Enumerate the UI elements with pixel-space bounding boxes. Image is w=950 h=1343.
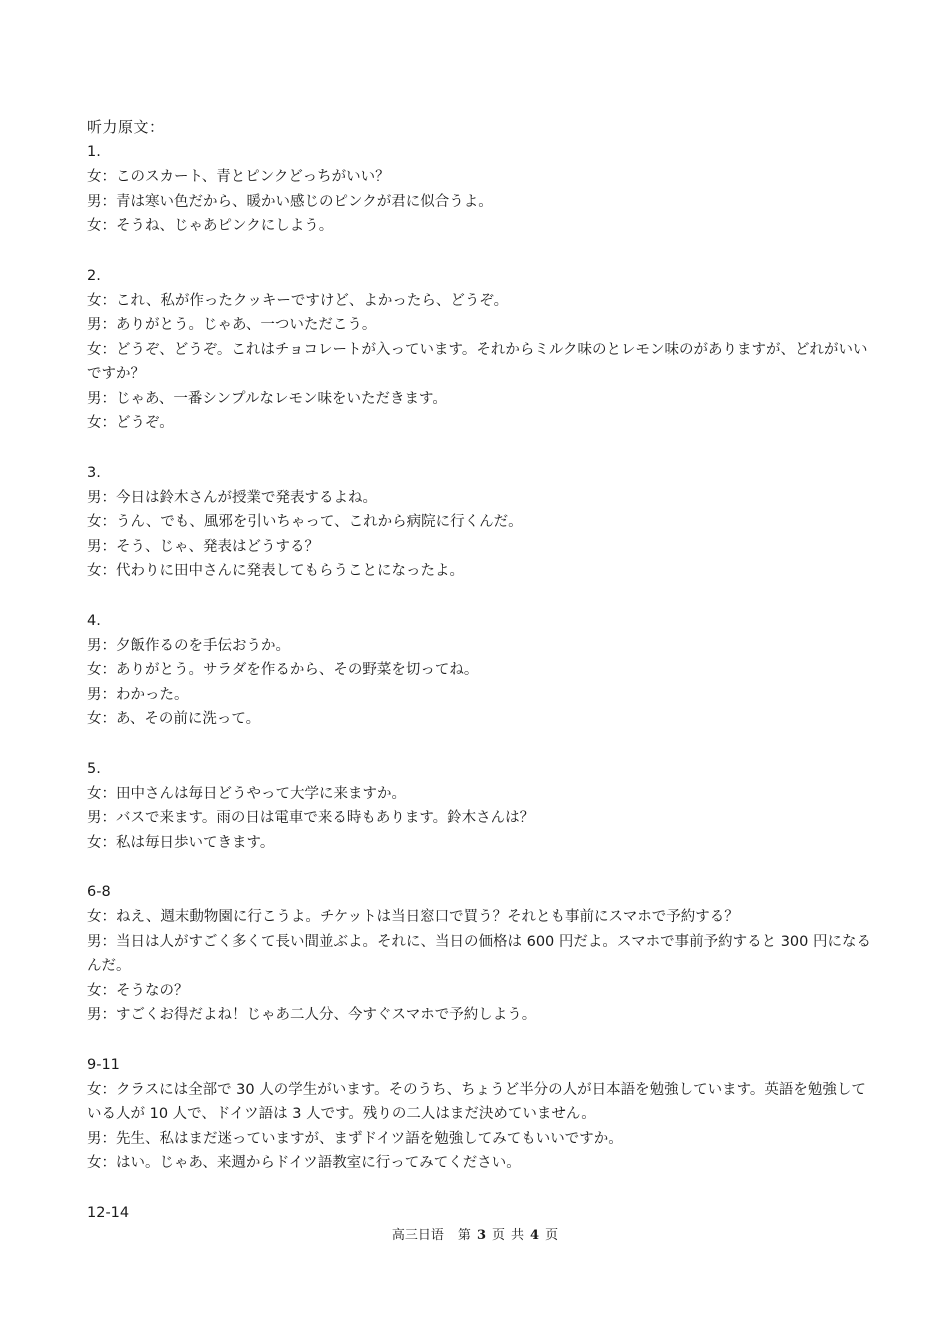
speaker-label: 女 (87, 1081, 102, 1098)
speaker-label: 女 (87, 563, 102, 579)
speaker-separator: ： (101, 686, 116, 703)
dialogue-text: はい。じゃあ、来週からドイツ語教室に行ってみてください。 (116, 1155, 521, 1171)
speaker-label: 女 (87, 982, 102, 999)
footer-total-pages: 4 (530, 1228, 540, 1243)
dialogue-text: 当日は人がすごく多くて長い間並ぶよ。それに、当日の価格は 600 円だよ。スマホで事前予約すると 300 円になるんだ。 (87, 933, 871, 974)
speaker-separator: ： (101, 563, 116, 579)
speaker-label: 男 (87, 933, 102, 950)
section-number: 4. (87, 612, 101, 629)
speaker-label: 男 (87, 1130, 102, 1147)
dialogue-text: ありがとう。サラダを作るから、その野菜を切ってね。 (116, 662, 479, 678)
speaker-label: 男 (87, 637, 102, 654)
section-number: 6-8 (87, 884, 111, 900)
section-number: 5. (87, 760, 101, 777)
dialogue-text: あ、その前に洗って。 (116, 711, 261, 727)
dialogue-text: 先生、私はまだ迷っていますが、まずドイツ語を勉強してみてもいいですか。 (116, 1130, 623, 1147)
dialogue-line (87, 313, 877, 338)
dialogue-line (87, 289, 877, 314)
speaker-separator: ： (101, 390, 116, 407)
dialogue-line (87, 165, 877, 190)
speaker-separator: ： (101, 1007, 116, 1023)
speaker-label: 女 (87, 834, 102, 851)
dialogue-text: 田中さんは毎日どうやって大学に来ますか。 (116, 785, 406, 802)
transcript-sections (87, 140, 877, 1226)
speaker-label: 女 (87, 514, 102, 530)
speaker-separator: ： (101, 834, 116, 851)
footer-current-page: 3 (476, 1228, 486, 1243)
dialogue-line (87, 535, 877, 560)
speaker-label: 男 (87, 489, 102, 506)
speaker-separator: ： (101, 341, 116, 358)
speaker-label: 男 (87, 193, 102, 210)
transcript-section (87, 264, 877, 436)
dialogue-text: バスで来ます。雨の日は電車で来る時もあります。鈴木さんは？ (116, 810, 535, 826)
footer-total-prefix: 共 (511, 1228, 525, 1243)
transcript-section (87, 140, 877, 239)
transcript-section (87, 1201, 877, 1226)
dialogue-line (87, 1078, 877, 1127)
dialogue-line (87, 486, 877, 511)
dialogue-line (87, 707, 877, 732)
dialogue-line (87, 190, 877, 215)
dialogue-text: これ、私が作ったクッキーですけど、よかったら、どうぞ。 (116, 292, 509, 309)
dialogue-text: 夕飯作るのを手伝おうか。 (116, 637, 290, 654)
dialogue-line (87, 979, 877, 1004)
dialogue-line (87, 1003, 877, 1028)
dialogue-line (87, 214, 877, 239)
speaker-separator: ： (101, 933, 116, 950)
dialogue-text: 私は毎日歩いてきます。 (116, 834, 275, 851)
speaker-separator: ： (101, 1081, 116, 1098)
dialogue-line (87, 1127, 877, 1152)
dialogue-line (87, 658, 877, 683)
page-footer (0, 1227, 950, 1245)
speaker-separator: ： (101, 662, 116, 678)
speaker-label: 女 (87, 1155, 102, 1171)
dialogue-line (87, 930, 877, 979)
speaker-label: 男 (87, 810, 102, 826)
dialogue-line (87, 806, 877, 831)
speaker-label: 男 (87, 686, 102, 703)
dialogue-line (87, 634, 877, 659)
speaker-label: 男 (87, 390, 102, 407)
speaker-label: 女 (87, 341, 102, 358)
speaker-separator: ： (101, 218, 116, 234)
dialogue-text: ありがとう。じゃあ、一ついただこう。 (116, 317, 377, 333)
dialogue-text: クラスには全部で 30 人の学生がいます。そのうち、ちょうど半分の人が日本語を勉強しています。英語を勉強している人が 10 人で、ドイツ語は 3 人です。残りの二人はまだ決めていません。 (87, 1081, 866, 1122)
speaker-label: 女 (87, 785, 102, 802)
speaker-separator: ： (101, 317, 116, 333)
dialogue-line (87, 831, 877, 856)
dialogue-line (87, 387, 877, 412)
dialogue-text: 今日は鈴木さんが授業で発表するよね。 (116, 489, 377, 506)
speaker-separator: ： (101, 1130, 116, 1147)
dialogue-text: どうぞ、どうぞ。これはチョコレートが入っています。それからミルク味のとレモン味のがありますが、どれがいいですか？ (87, 341, 868, 382)
speaker-separator: ： (101, 982, 116, 999)
transcript-section (87, 1053, 877, 1176)
transcript-section (87, 757, 877, 856)
dialogue-text: そうなの？ (116, 982, 189, 999)
speaker-separator: ： (101, 909, 116, 925)
speaker-label: 男 (87, 538, 102, 555)
speaker-label: 女 (87, 292, 102, 309)
dialogue-text: 青は寒い色だから、暖かい感じのピンクが君に似合うよ。 (116, 193, 493, 210)
section-number: 1. (87, 144, 101, 160)
dialogue-text: じゃあ、一番シンプルなレモン味をいただきます。 (116, 390, 447, 407)
dialogue-line (87, 782, 877, 807)
section-number: 12-14 (87, 1204, 130, 1221)
speaker-label: 男 (87, 317, 102, 333)
dialogue-text: そうね、じゃあピンクにしよう。 (116, 218, 334, 234)
speaker-label: 女 (87, 415, 102, 431)
speaker-separator: ： (101, 415, 116, 431)
section-number: 9-11 (87, 1056, 120, 1073)
dialogue-line (87, 411, 877, 436)
speaker-separator: ： (101, 193, 116, 210)
speaker-label: 女 (87, 662, 102, 678)
footer-page-unit: 页 (491, 1228, 505, 1243)
dialogue-line (87, 683, 877, 708)
speaker-separator: ： (101, 514, 116, 530)
dialogue-text: このスカート、青とピンクどっちがいい？ (116, 169, 390, 185)
dialogue-text: うん、でも、風邪を引いちゃって、これから病院に行くんだ。 (116, 514, 523, 530)
document-page (87, 115, 877, 1226)
dialogue-line (87, 510, 877, 535)
footer-subject: 高三日语 (391, 1228, 444, 1243)
footer-page-prefix: 第 (457, 1228, 471, 1243)
transcript-section (87, 880, 877, 1028)
speaker-separator: ： (101, 169, 116, 185)
speaker-separator: ： (101, 1155, 116, 1171)
dialogue-line (87, 1151, 877, 1176)
speaker-label: 女 (87, 218, 102, 234)
speaker-separator: ： (101, 785, 116, 802)
dialogue-text: どうぞ。 (116, 415, 174, 431)
speaker-separator: ： (101, 489, 116, 506)
dialogue-text: すごくお得だよね！じゃあ二人分、今すぐスマホで予約しよう。 (116, 1007, 537, 1023)
dialogue-text: ねえ、週末動物園に行こうよ。チケットは当日窓口で買う？それとも事前にスマホで予約する？ (116, 909, 739, 925)
speaker-label: 女 (87, 711, 102, 727)
transcript-section (87, 609, 877, 732)
speaker-separator: ： (101, 292, 116, 309)
document-title: 听力原文： (87, 118, 165, 136)
dialogue-line (87, 559, 877, 584)
dialogue-text: わかった。 (116, 686, 189, 703)
speaker-label: 男 (87, 1007, 102, 1023)
speaker-label: 女 (87, 909, 102, 925)
dialogue-text: そう、じゃ、発表はどうする？ (116, 538, 319, 555)
dialogue-text: 代わりに田中さんに発表してもらうことになったよ。 (116, 563, 464, 579)
speaker-separator: ： (101, 711, 116, 727)
section-number: 3. (87, 464, 101, 481)
section-number: 2. (87, 267, 101, 284)
dialogue-line (87, 905, 877, 930)
footer-total-unit: 页 (545, 1228, 559, 1243)
dialogue-line (87, 338, 877, 387)
speaker-separator: ： (101, 538, 116, 555)
speaker-label: 女 (87, 169, 102, 185)
speaker-separator: ： (101, 810, 116, 826)
transcript-section (87, 461, 877, 584)
speaker-separator: ： (101, 637, 116, 654)
